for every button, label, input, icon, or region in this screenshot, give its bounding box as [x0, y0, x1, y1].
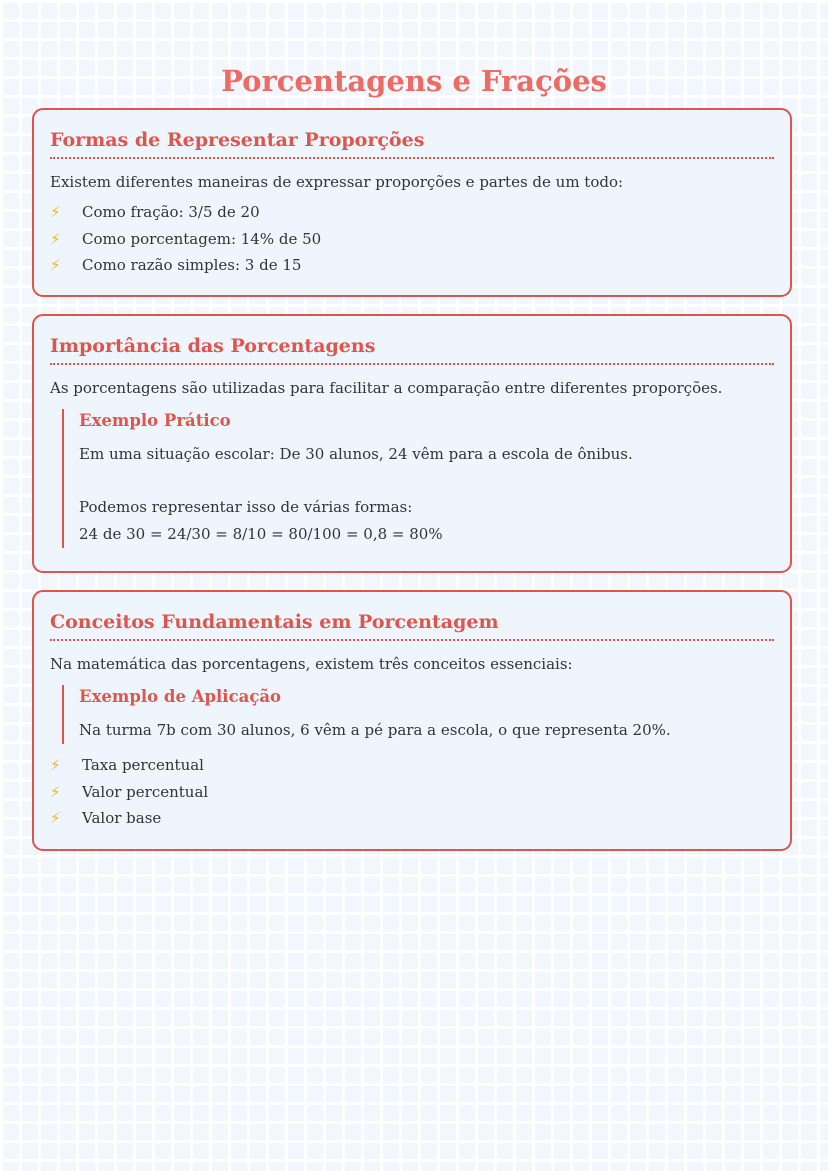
- example-text: [79, 717, 774, 744]
- lightning-bolt-icon: ⚡: [50, 756, 61, 774]
- section-intro: As porcentagens são utilizadas para facilitar a comparação entre diferentes proporções.: [50, 379, 723, 397]
- list-item-text: Valor base: [82, 809, 162, 827]
- section-heading: Formas de Representar Proporções: [50, 128, 774, 159]
- lightning-bolt-icon: ⚡: [50, 782, 61, 801]
- lightning-bolt-icon: ⚡: [50, 809, 61, 827]
- example-line: 24 de 30 = 24/30 = 8/10 = 80/100 = 0,8 = 80%: [79, 525, 443, 543]
- page-title: Porcentagens e Frações: [221, 64, 607, 99]
- bullet-list: [50, 752, 774, 832]
- list-item: [50, 226, 774, 253]
- list-item-text: Valor percentual: [82, 782, 209, 801]
- lightning-bolt-icon: ⚡: [50, 229, 61, 248]
- list-item-text: Como fração: 3/5 de 20: [82, 203, 260, 221]
- lightning-bolt-icon: ⚡: [50, 203, 61, 221]
- list-item: [50, 779, 774, 806]
- section-conceitos: [32, 590, 792, 851]
- section-importancia: [32, 314, 792, 573]
- section-intro: Existem diferentes maneiras de expressar proporções e partes de um todo:: [50, 173, 624, 191]
- list-item-text: Como porcentagem: 14% de 50: [82, 229, 322, 248]
- list-item-text: Como razão simples: 3 de 15: [82, 256, 302, 274]
- lightning-bolt-icon: ⚡: [50, 256, 61, 274]
- example-title: Exemplo de Aplicação: [79, 687, 282, 706]
- section-intro: Na matemática das porcentagens, existem três conceitos essenciais:: [50, 655, 573, 673]
- example-line: Na turma 7b com 30 alunos, 6 vêm a pé para a escola, o que representa 20%.: [79, 721, 671, 739]
- list-item: [50, 252, 774, 279]
- list-item: [50, 199, 774, 226]
- list-item-text: Taxa percentual: [82, 756, 204, 774]
- example-title: Exemplo Prático: [79, 411, 231, 430]
- section-heading: Importância das Porcentagens: [50, 334, 774, 365]
- example-line: Podemos representar isso de várias formas:: [79, 498, 413, 516]
- bullet-list: [50, 199, 774, 279]
- list-item: [50, 805, 774, 832]
- section-heading: Conceitos Fundamentais em Porcentagem: [50, 610, 774, 641]
- example-line: Em uma situação escolar: De 30 alunos, 24 vêm para a escola de ônibus.: [79, 445, 633, 463]
- example-text: [79, 441, 774, 548]
- example-box: [62, 409, 774, 548]
- section-formas-representar: [32, 108, 792, 297]
- list-item: [50, 752, 774, 779]
- example-spacer: [79, 468, 774, 494]
- example-box: [62, 685, 774, 744]
